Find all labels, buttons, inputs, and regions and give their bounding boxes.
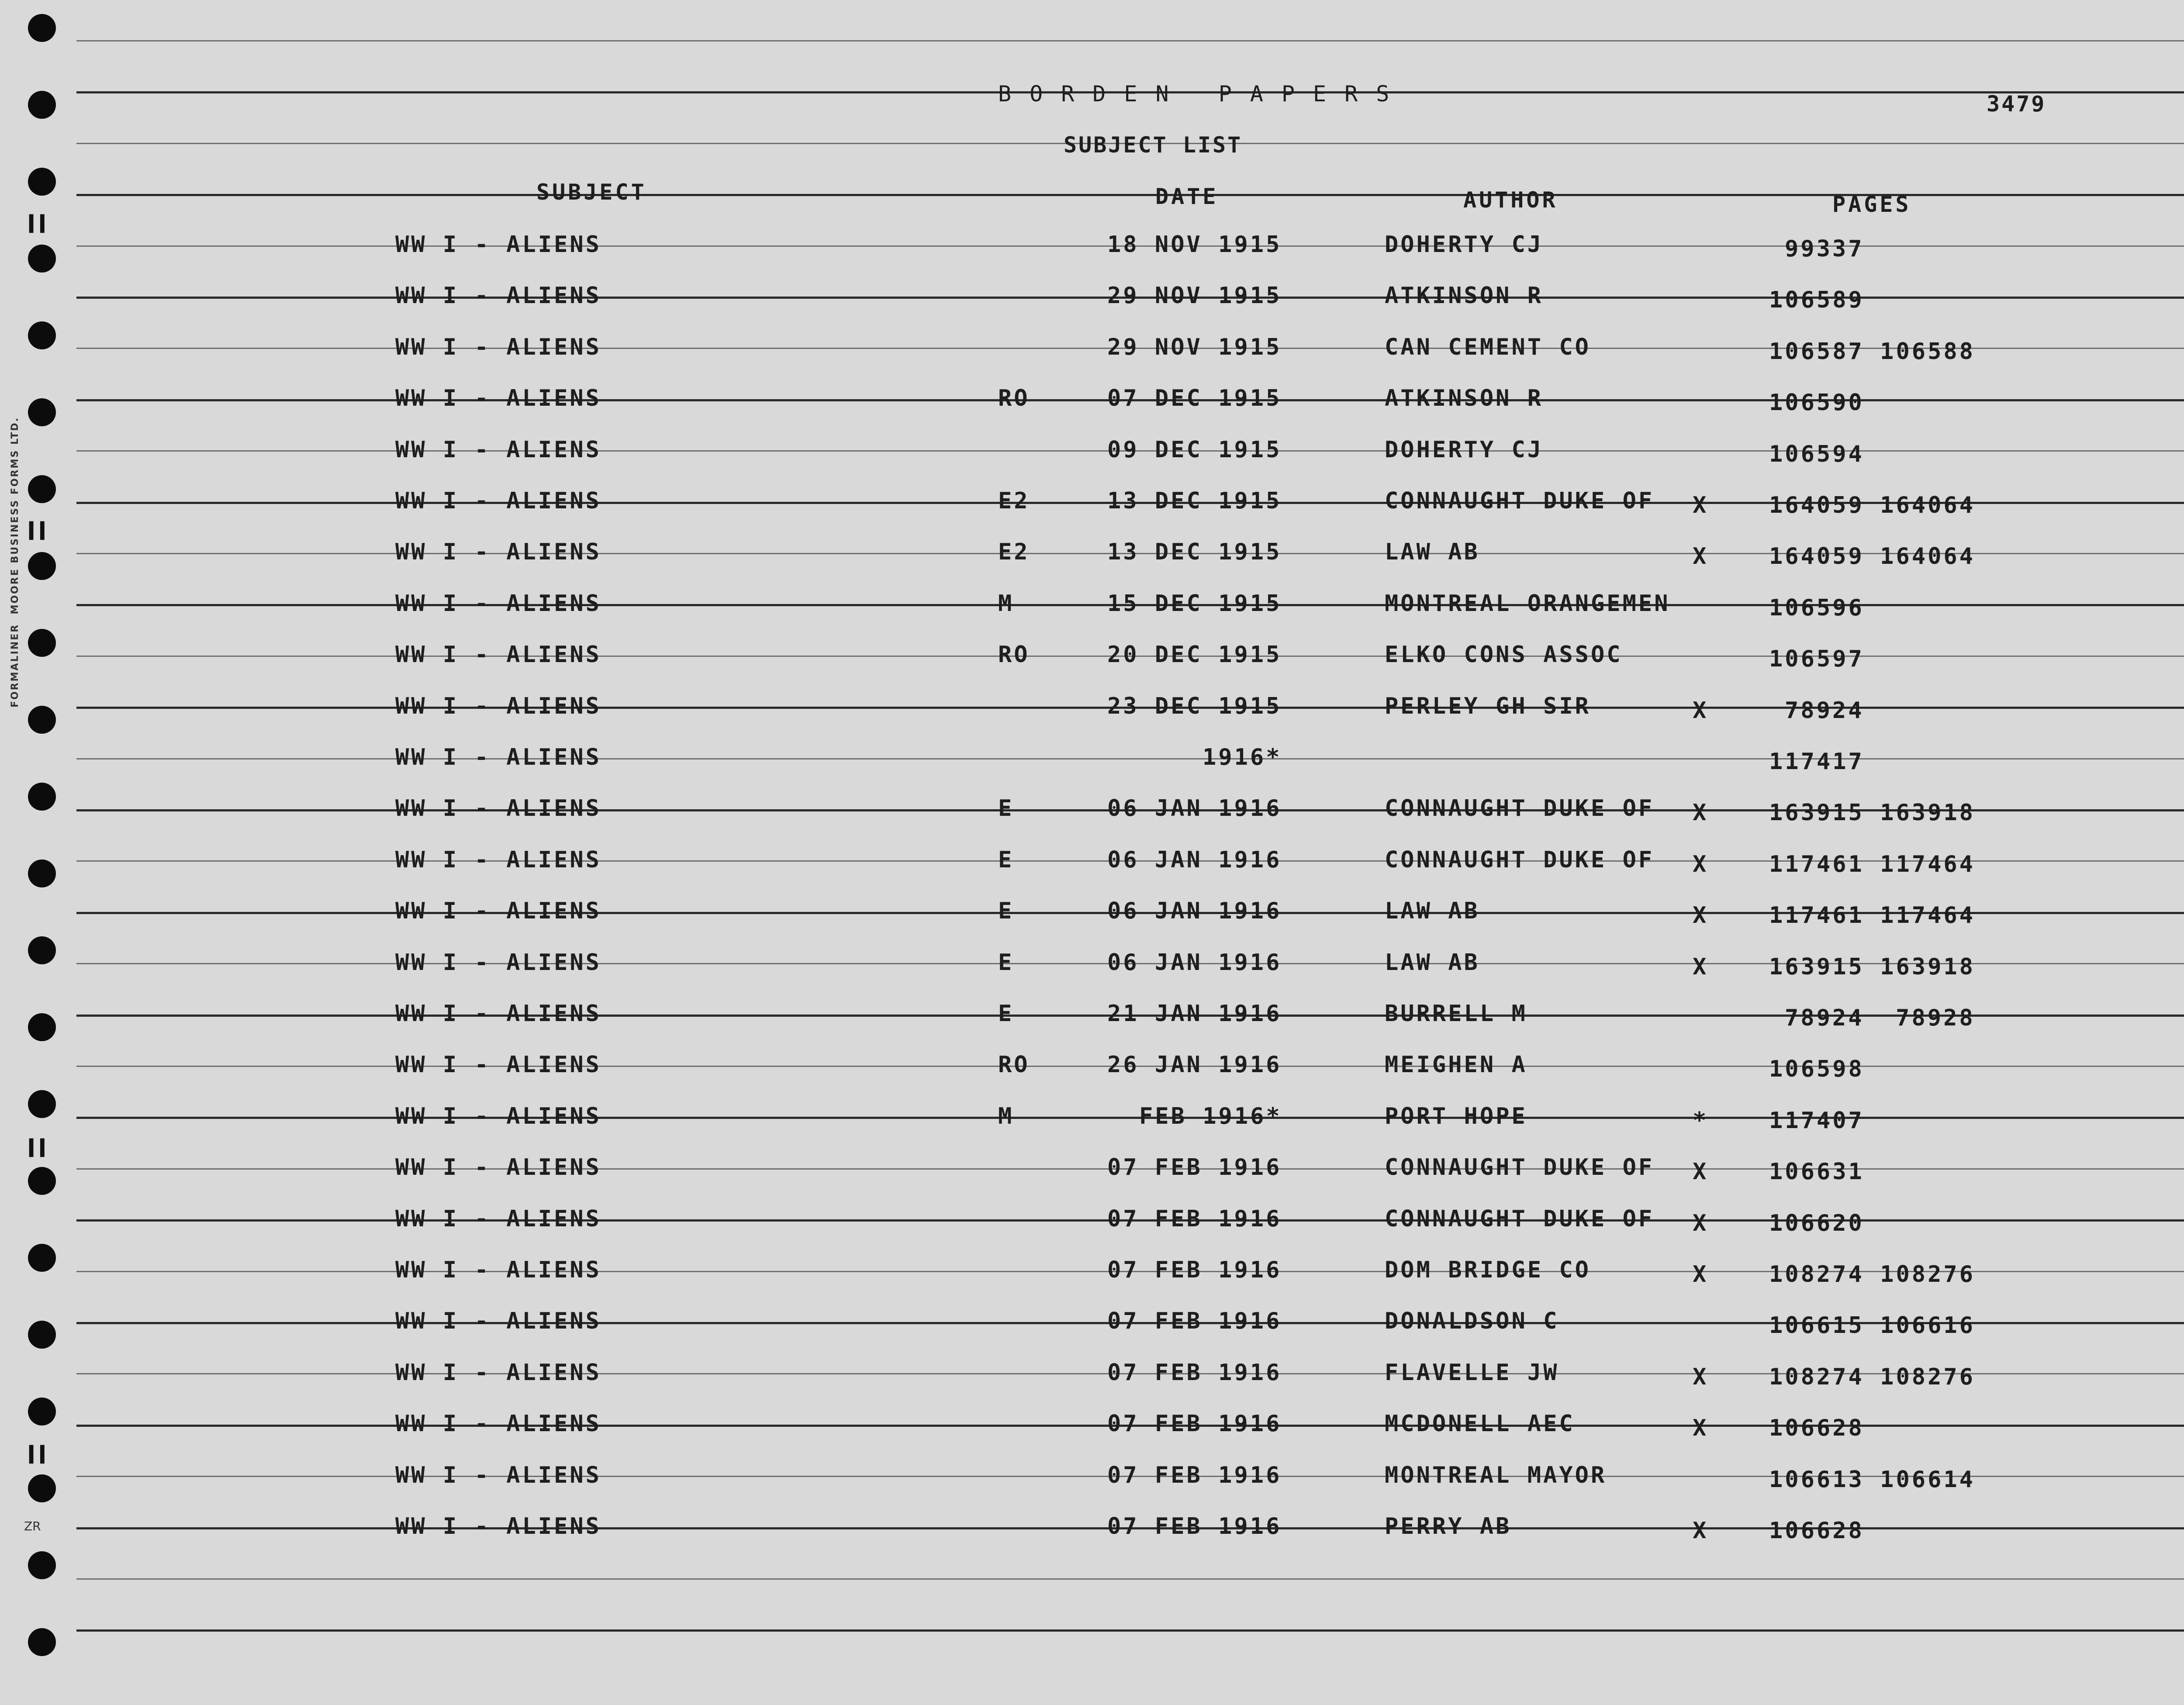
pages-cell: 106628	[1769, 1415, 1864, 1441]
author-cell: CONNAUGHT DUKE OF	[1385, 795, 1655, 821]
pages-cell: 106589	[1769, 287, 1864, 313]
tractor-hole-icon	[28, 936, 56, 964]
author-cell: BURRELL M	[1385, 1001, 1527, 1027]
tractor-hole-icon	[28, 168, 56, 196]
pages-cell: 106596	[1769, 595, 1864, 621]
author-cell: PERRY AB	[1385, 1513, 1512, 1539]
pages-cell: 106615 106616	[1769, 1312, 1975, 1339]
date-cell: 13 DEC 1915	[1107, 488, 1282, 514]
date-cell: 06 JAN 1916	[1107, 795, 1282, 821]
pages-cell: 106628	[1769, 1518, 1864, 1544]
mark-cell: X	[1693, 954, 1709, 980]
tractor-hole-icon	[28, 1321, 56, 1349]
ruled-line	[76, 758, 2184, 759]
date-cell: 15 DEC 1915	[1107, 590, 1282, 617]
author-cell: ATKINSON R	[1385, 385, 1544, 411]
author-cell: MONTREAL MAYOR	[1385, 1462, 1607, 1488]
column-header-date: DATE	[1155, 184, 1219, 209]
pages-cell: 106590	[1769, 390, 1864, 416]
mark-cell: *	[1693, 1108, 1709, 1134]
mark-cell: X	[1693, 492, 1709, 518]
subject-cell: WW I - ALIENS	[395, 1052, 601, 1078]
author-cell: LAW AB	[1385, 898, 1480, 924]
ruled-line	[76, 1629, 2184, 1632]
author-cell: DOHERTY CJ	[1385, 231, 1544, 258]
subject-cell: WW I - ALIENS	[395, 539, 601, 565]
author-cell: CAN CEMENT CO	[1385, 334, 1591, 360]
mark-cell: X	[1693, 697, 1709, 724]
subject-cell: WW I - ALIENS	[395, 949, 601, 976]
date-cell: 18 NOV 1915	[1107, 231, 1282, 258]
author-cell: DOM BRIDGE CO	[1385, 1257, 1591, 1283]
pages-cell: 164059 164064	[1769, 492, 1975, 518]
pages-cell: 78924 78928	[1785, 1005, 1975, 1031]
author-cell: CONNAUGHT DUKE OF	[1385, 847, 1655, 873]
pages-cell: 99337	[1785, 236, 1864, 262]
code-cell: RO	[998, 385, 1030, 411]
mark-cell: X	[1693, 1159, 1709, 1185]
pages-cell: 106587 106588	[1769, 338, 1975, 365]
pages-cell: 106597	[1769, 646, 1864, 672]
subject-cell: WW I - ALIENS	[395, 1462, 601, 1488]
code-cell: E2	[998, 539, 1030, 565]
date-cell: 29 NOV 1915	[1107, 283, 1282, 309]
tractor-hole-icon	[28, 1398, 56, 1425]
date-cell: 09 DEC 1915	[1107, 437, 1282, 463]
date-cell: 07 FEB 1916	[1107, 1206, 1282, 1232]
tractor-hole-icon	[28, 321, 56, 349]
author-cell: CONNAUGHT DUKE OF	[1385, 1206, 1655, 1232]
pages-cell: 108274 108276	[1769, 1364, 1975, 1390]
margin-code: ZR	[24, 1519, 41, 1533]
author-cell: MCDONELL AEC	[1385, 1411, 1575, 1437]
tractor-hole-icon	[28, 552, 56, 580]
date-cell: 07 FEB 1916	[1107, 1513, 1282, 1539]
code-cell: E	[998, 1001, 1014, 1027]
subject-cell: WW I - ALIENS	[395, 590, 601, 617]
tractor-hole-icon	[28, 706, 56, 734]
tractor-hole-icon	[28, 1551, 56, 1579]
tractor-hole-icon	[28, 1167, 56, 1195]
pages-cell: 106631	[1769, 1159, 1864, 1185]
date-cell: 23 DEC 1915	[1107, 693, 1282, 719]
tractor-hole-icon	[28, 783, 56, 811]
subject-cell: WW I - ALIENS	[395, 1001, 601, 1027]
column-header-author: AUTHOR	[1463, 187, 1558, 213]
form-manufacturer-text: FORMALINER MOORE BUSINESS FORMS LTD.	[10, 417, 21, 708]
date-cell: 06 JAN 1916	[1107, 847, 1282, 873]
code-cell: E	[998, 898, 1014, 924]
pages-cell: 117461 117464	[1769, 902, 1975, 928]
page-number: 3479	[1987, 91, 2046, 117]
date-cell: 29 NOV 1915	[1107, 334, 1282, 360]
date-cell: 07 FEB 1916	[1107, 1360, 1282, 1386]
ruled-line	[76, 1117, 2184, 1119]
subject-cell: WW I - ALIENS	[395, 1206, 601, 1232]
pages-cell: 163915 163918	[1769, 954, 1975, 980]
author-cell: PERLEY GH SIR	[1385, 693, 1591, 719]
date-cell: 07 FEB 1916	[1107, 1308, 1282, 1334]
left-edge-mark: ll	[27, 1135, 49, 1163]
subject-cell: WW I - ALIENS	[395, 1103, 601, 1129]
subject-cell: WW I - ALIENS	[395, 1154, 601, 1180]
date-cell: 07 DEC 1915	[1107, 385, 1282, 411]
subject-cell: WW I - ALIENS	[395, 231, 601, 258]
left-edge-mark: ll	[27, 211, 49, 239]
author-cell: DOHERTY CJ	[1385, 437, 1544, 463]
ruled-line	[76, 40, 2184, 41]
date-cell: 21 JAN 1916	[1107, 1001, 1282, 1027]
mark-cell: X	[1693, 1518, 1709, 1544]
date-cell: 06 JAN 1916	[1107, 949, 1282, 976]
pages-cell: 117407	[1769, 1108, 1864, 1134]
tractor-hole-icon	[28, 1474, 56, 1502]
author-cell: CONNAUGHT DUKE OF	[1385, 1154, 1655, 1180]
pages-cell: 106613 106614	[1769, 1467, 1975, 1493]
tractor-hole-icon	[28, 1090, 56, 1118]
author-cell: ELKO CONS ASSOC	[1385, 642, 1623, 668]
code-cell: RO	[998, 642, 1030, 668]
subject-cell: WW I - ALIENS	[395, 283, 601, 309]
date-cell: 20 DEC 1915	[1107, 642, 1282, 668]
author-cell: FLAVELLE JW	[1385, 1360, 1559, 1386]
pages-cell: 108274 108276	[1769, 1261, 1975, 1287]
document-title: BORDEN PAPERS	[998, 81, 1408, 107]
date-cell: 07 FEB 1916	[1107, 1257, 1282, 1283]
author-cell: MONTREAL ORANGEMEN	[1385, 590, 1670, 617]
subject-cell: WW I - ALIENS	[395, 744, 601, 770]
date-cell: 13 DEC 1915	[1107, 539, 1282, 565]
subject-cell: WW I - ALIENS	[395, 847, 601, 873]
author-cell: PORT HOPE	[1385, 1103, 1527, 1129]
code-cell: M	[998, 1103, 1014, 1129]
subject-cell: WW I - ALIENS	[395, 898, 601, 924]
subject-cell: WW I - ALIENS	[395, 437, 601, 463]
column-header-subject: SUBJECT	[536, 179, 647, 205]
subject-cell: WW I - ALIENS	[395, 1308, 601, 1334]
mark-cell: X	[1693, 851, 1709, 877]
subject-cell: WW I - ALIENS	[395, 1257, 601, 1283]
author-cell: CONNAUGHT DUKE OF	[1385, 488, 1655, 514]
ruled-line	[76, 1578, 2184, 1580]
subject-cell: WW I - ALIENS	[395, 1411, 601, 1437]
date-cell: 26 JAN 1916	[1107, 1052, 1282, 1078]
tractor-hole-icon	[28, 859, 56, 887]
pages-cell: 117417	[1769, 749, 1864, 775]
tractor-hole-icon	[28, 475, 56, 503]
subject-cell: WW I - ALIENS	[395, 642, 601, 668]
tractor-hole-icon	[28, 1013, 56, 1041]
date-cell: 07 FEB 1916	[1107, 1154, 1282, 1180]
code-cell: E	[998, 949, 1014, 976]
pages-cell: 117461 117464	[1769, 851, 1975, 877]
date-cell: FEB 1916*	[1139, 1103, 1282, 1129]
code-cell: E	[998, 847, 1014, 873]
code-cell: M	[998, 590, 1014, 617]
tractor-hole-icon	[28, 91, 56, 119]
mark-cell: X	[1693, 1364, 1709, 1390]
pages-cell: 163915 163918	[1769, 800, 1975, 826]
author-cell: DONALDSON C	[1385, 1308, 1559, 1334]
subject-cell: WW I - ALIENS	[395, 693, 601, 719]
left-edge-mark: ll	[27, 518, 49, 546]
tractor-hole-icon	[28, 398, 56, 426]
pages-cell: 106594	[1769, 441, 1864, 467]
pages-cell: 106620	[1769, 1210, 1864, 1236]
subject-cell: WW I - ALIENS	[395, 334, 601, 360]
author-cell: LAW AB	[1385, 539, 1480, 565]
tractor-hole-icon	[28, 1244, 56, 1272]
subject-cell: WW I - ALIENS	[395, 1360, 601, 1386]
tractor-hole-icon	[28, 245, 56, 273]
subject-cell: WW I - ALIENS	[395, 1513, 601, 1539]
pages-cell: 78924	[1785, 697, 1864, 724]
pages-cell: 106598	[1769, 1056, 1864, 1082]
column-header-pages: PAGES	[1832, 192, 1911, 217]
code-cell: RO	[998, 1052, 1030, 1078]
author-cell: LAW AB	[1385, 949, 1480, 976]
tractor-hole-icon	[28, 629, 56, 657]
mark-cell: X	[1693, 543, 1709, 569]
subject-cell: WW I - ALIENS	[395, 385, 601, 411]
tractor-hole-icon	[28, 14, 56, 42]
author-cell: MEIGHEN A	[1385, 1052, 1527, 1078]
pages-cell: 164059 164064	[1769, 543, 1975, 569]
subject-cell: WW I - ALIENS	[395, 795, 601, 821]
left-edge-mark: ll	[27, 1441, 49, 1470]
code-cell: E2	[998, 488, 1030, 514]
tractor-hole-icon	[28, 1628, 56, 1656]
date-cell: 07 FEB 1916	[1107, 1462, 1282, 1488]
date-cell: 06 JAN 1916	[1107, 898, 1282, 924]
mark-cell: X	[1693, 800, 1709, 826]
mark-cell: X	[1693, 1415, 1709, 1441]
code-cell: E	[998, 795, 1014, 821]
mark-cell: X	[1693, 1210, 1709, 1236]
author-cell: ATKINSON R	[1385, 283, 1544, 309]
mark-cell: X	[1693, 1261, 1709, 1287]
date-cell: 07 FEB 1916	[1107, 1411, 1282, 1437]
mark-cell: X	[1693, 902, 1709, 928]
document-subtitle: SUBJECT LIST	[1064, 132, 1243, 158]
date-cell: 1916*	[1203, 744, 1282, 770]
subject-cell: WW I - ALIENS	[395, 488, 601, 514]
